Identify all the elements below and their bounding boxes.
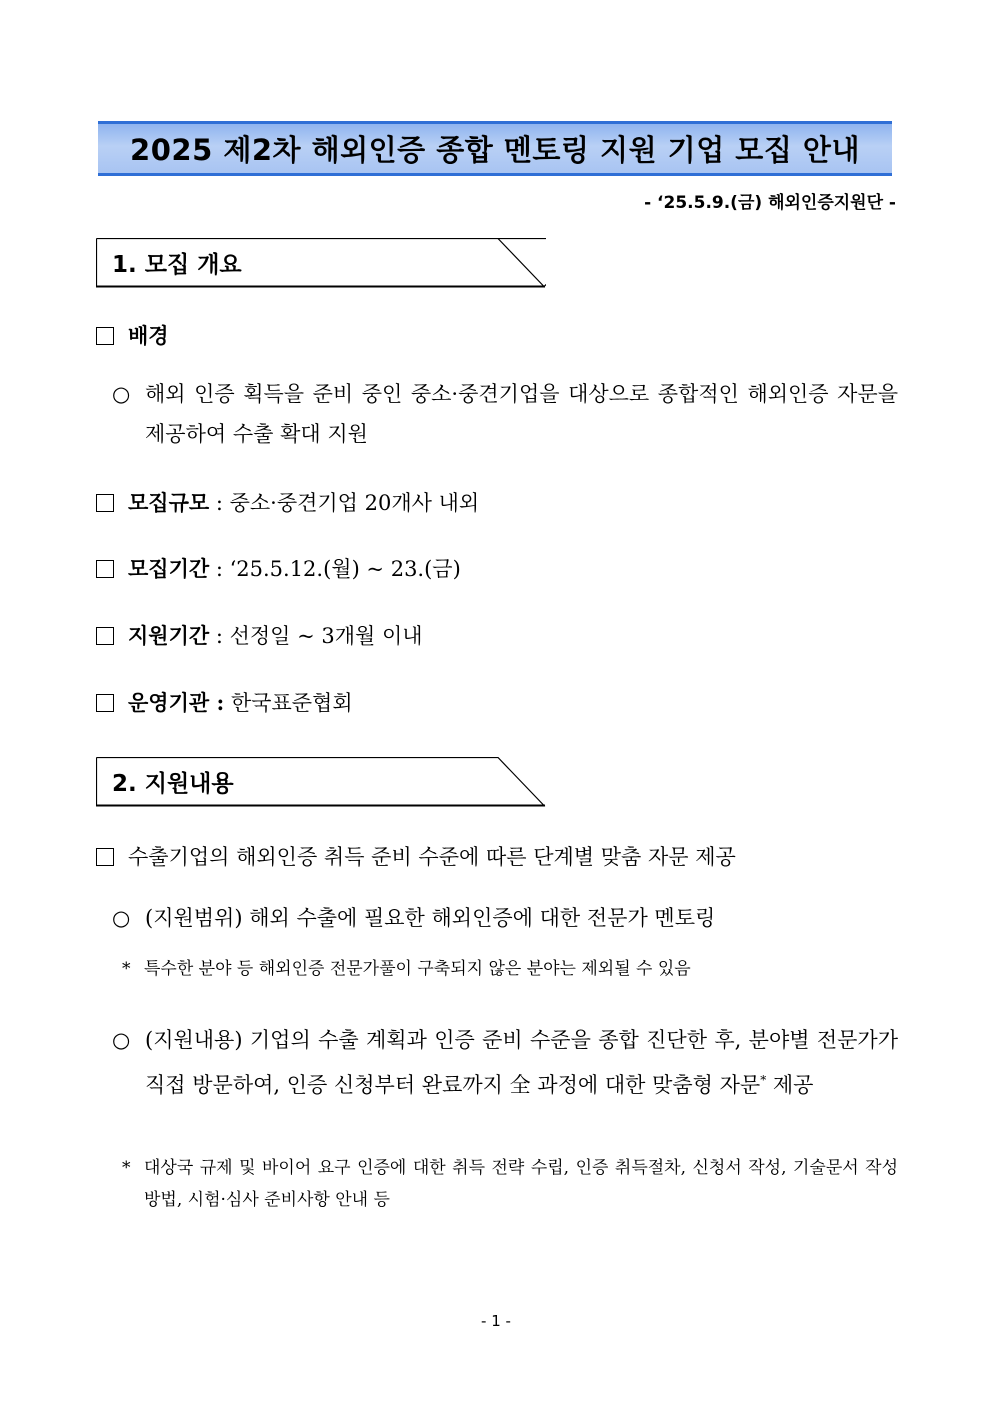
checkbox-square-icon bbox=[96, 560, 114, 578]
circle-bullet-icon: ○ bbox=[112, 906, 131, 930]
checkbox-square-icon bbox=[96, 327, 114, 345]
page-number: - 1 - bbox=[481, 1312, 511, 1330]
asterisk-mark: * bbox=[122, 959, 131, 979]
support-content-text: (지원내용) 기업의 수출 계획과 인증 준비 수준을 종합 진단한 후, 분야별 전문가가 직접 방문하여, 인증 신청부터 완료까지 全 과정에 대한 맞춤형 자문* 제공 bbox=[145, 1028, 898, 1097]
checkbox-square-icon bbox=[96, 694, 114, 712]
section-2-header bbox=[96, 757, 546, 807]
support-scope-bullet bbox=[112, 898, 898, 938]
background-heading: 배경 bbox=[96, 320, 169, 350]
title-banner bbox=[98, 121, 892, 176]
circle-bullet-icon: ○ bbox=[112, 1028, 131, 1052]
support-scope-text: (지원범위) 해외 수출에 필요한 해외인증에 대한 전문가 멘토링 bbox=[145, 906, 716, 930]
content-note bbox=[122, 1152, 898, 1216]
operator-item: 운영기관 : 한국표준협회 bbox=[96, 687, 353, 717]
recruit-scale-item: 모집규모 : 중소·중견기업 20개사 내외 bbox=[96, 487, 479, 517]
section-1-header bbox=[96, 238, 546, 288]
support-content-bullet bbox=[112, 1020, 898, 1105]
support-period-item: 지원기간 : 선정일 ~ 3개월 이내 bbox=[96, 620, 423, 650]
checkbox-square-icon bbox=[96, 627, 114, 645]
section-2-title: 2. 지원내용 bbox=[112, 771, 234, 797]
checkbox-square-icon bbox=[96, 494, 114, 512]
scope-note-text: 특수한 분야 등 해외인증 전문가풀이 구축되지 않은 분야는 제외될 수 있음 bbox=[144, 959, 691, 979]
recruit-period-item: 모집기간 : ‘25.5.12.(월) ~ 23.(금) bbox=[96, 553, 461, 583]
scope-note bbox=[122, 953, 898, 985]
content-note-text: 대상국 규제 및 바이어 요구 인증에 대한 취득 전략 수립, 인증 취득절차, 신청서 작성, 기술문서 작성 방법, 시험·심사 준비사항 안내 등 bbox=[144, 1158, 898, 1210]
date-organization: - ‘25.5.9.(금) 해외인증지원단 - bbox=[644, 193, 896, 213]
support-intro-item: 수출기업의 해외인증 취득 준비 수준에 따른 단계별 맞춤 자문 제공 bbox=[96, 841, 736, 871]
asterisk-mark: * bbox=[122, 1158, 131, 1178]
circle-bullet-icon: ○ bbox=[112, 382, 131, 406]
section-1-title: 1. 모집 개요 bbox=[112, 252, 242, 278]
checkbox-square-icon bbox=[96, 848, 114, 866]
background-bullet bbox=[112, 374, 898, 454]
background-text: 해외 인증 획득을 준비 중인 중소·중견기업을 대상으로 종합적인 해외인증 자문을 제공하여 수출 확대 지원 bbox=[145, 382, 898, 446]
page-title: 2025 제2차 해외인증 종합 멘토링 지원 기업 모집 안내 bbox=[130, 133, 860, 167]
